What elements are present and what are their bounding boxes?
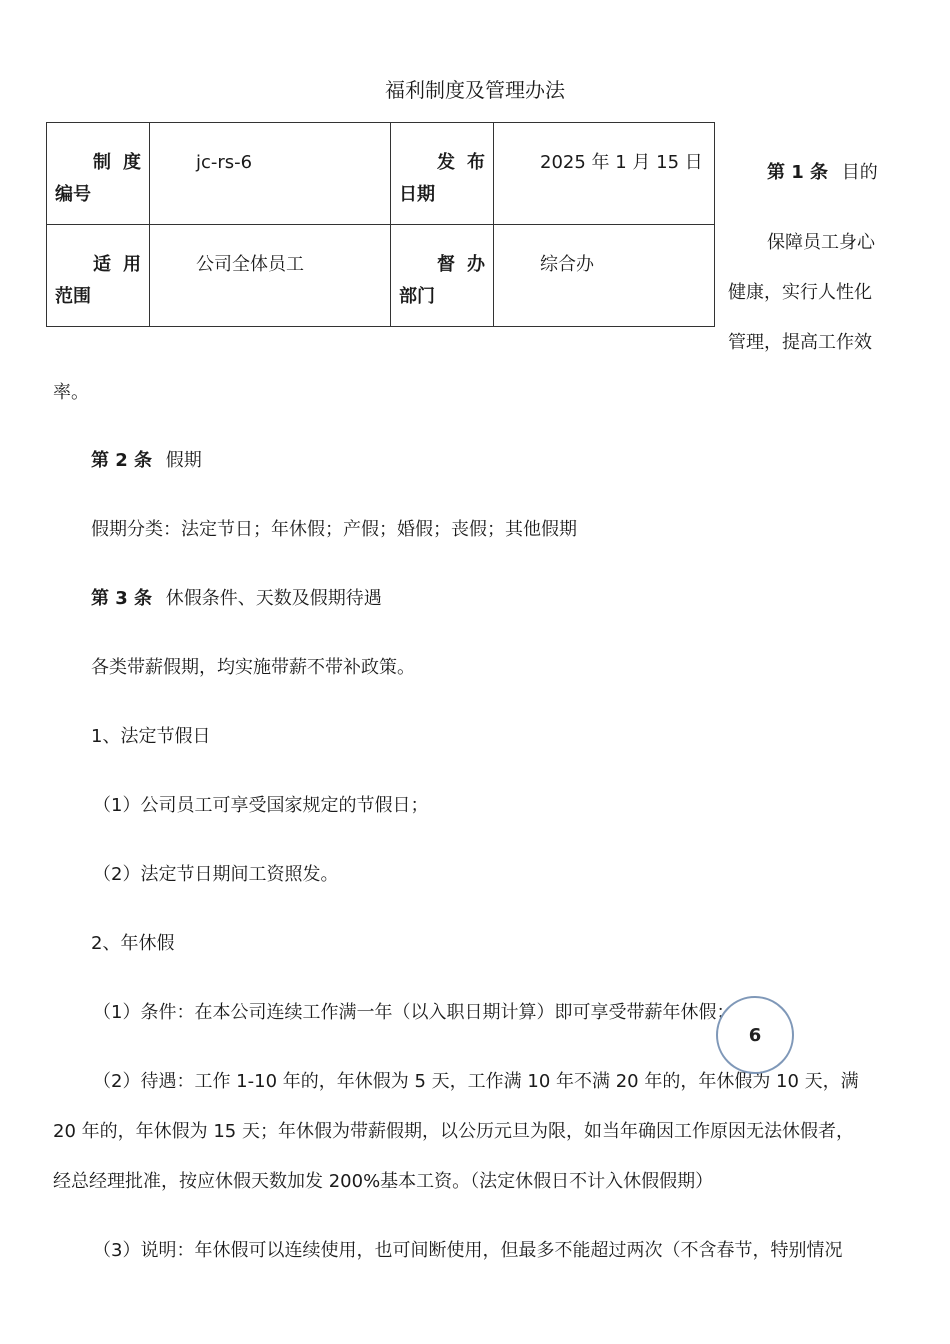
code-label-line1: 制 度	[93, 152, 141, 173]
code-label	[47, 123, 150, 225]
art1-line1: 保障员工身心	[767, 232, 875, 253]
meta-row-2	[47, 225, 715, 327]
page-number-badge: 6	[716, 996, 794, 1074]
dept-value: 综合办	[494, 225, 715, 327]
annual-leave-item-2-line3: 经总经理批准，按应休假天数加发 200%基本工资。（法定休假日不计入休假假期）	[53, 1171, 714, 1192]
section-holidays: 1、法定节假日	[91, 726, 211, 747]
code-value: jc-rs-6	[150, 123, 391, 225]
scope-label-line1: 适 用	[93, 254, 141, 275]
dept-label-line1: 督 办	[437, 254, 485, 275]
scope-value: 公司全体员工	[150, 225, 391, 327]
date-label-line2: 日期	[399, 184, 435, 205]
art2-num: 第 2 条	[91, 450, 153, 471]
date-label-line1: 发 布	[437, 152, 485, 173]
meta-row-1	[47, 123, 715, 225]
dept-label	[391, 225, 494, 327]
art2-title: 假期	[165, 450, 202, 471]
date-label	[391, 123, 494, 225]
annual-leave-item-1: （1）条件：在本公司连续工作满一年（以入职日期计算）即可享受带薪年休假；	[93, 1002, 735, 1023]
section-annual-leave: 2、年休假	[91, 933, 175, 954]
annual-leave-item-2-line1: （2）待遇：工作 1-10 年的，年休假为 5 天，工作满 10 年不满 20 年的，年休假为 10 天，满	[93, 1071, 859, 1092]
art2-body: 假期分类：法定节日；年休假；产假；婚假；丧假；其他假期	[91, 519, 577, 540]
date-value: 2025 年 1 月 15 日	[494, 123, 715, 225]
holidays-item-2: （2）法定节日期间工资照发。	[93, 864, 339, 885]
scope-label	[47, 225, 150, 327]
art3-heading	[91, 584, 382, 610]
annual-leave-item-2-line2: 20 年的，年休假为 15 天；年休假为带薪假期，以公历元旦为限，如当年确因工作原因无法休假者，	[53, 1121, 854, 1142]
art1-num: 第 1 条	[767, 162, 829, 183]
dept-label-line2: 部门	[399, 286, 435, 307]
art3-intro: 各类带薪假期，均实施带薪不带补政策。	[91, 657, 415, 678]
scope-label-line2: 范围	[55, 286, 91, 307]
art1-title: 目的	[841, 162, 878, 183]
art1-line4: 率。	[53, 382, 89, 403]
art2-heading	[91, 446, 202, 472]
annual-leave-item-3-line1: （3）说明：年休假可以连续使用，也可间断使用，但最多不能超过两次（不含春节，特别情况	[93, 1240, 843, 1261]
meta-table	[46, 122, 715, 327]
art1-line2: 健康，实行人性化	[728, 282, 872, 303]
art3-num: 第 3 条	[91, 588, 153, 609]
code-label-line2: 编号	[55, 184, 91, 205]
art1-heading	[767, 158, 878, 184]
art1-line3: 管理，提高工作效	[728, 332, 872, 353]
holidays-item-1: （1）公司员工可享受国家规定的节假日；	[93, 795, 429, 816]
document-title: 福利制度及管理办法	[385, 78, 565, 102]
art3-title: 休假条件、天数及假期待遇	[165, 588, 382, 609]
